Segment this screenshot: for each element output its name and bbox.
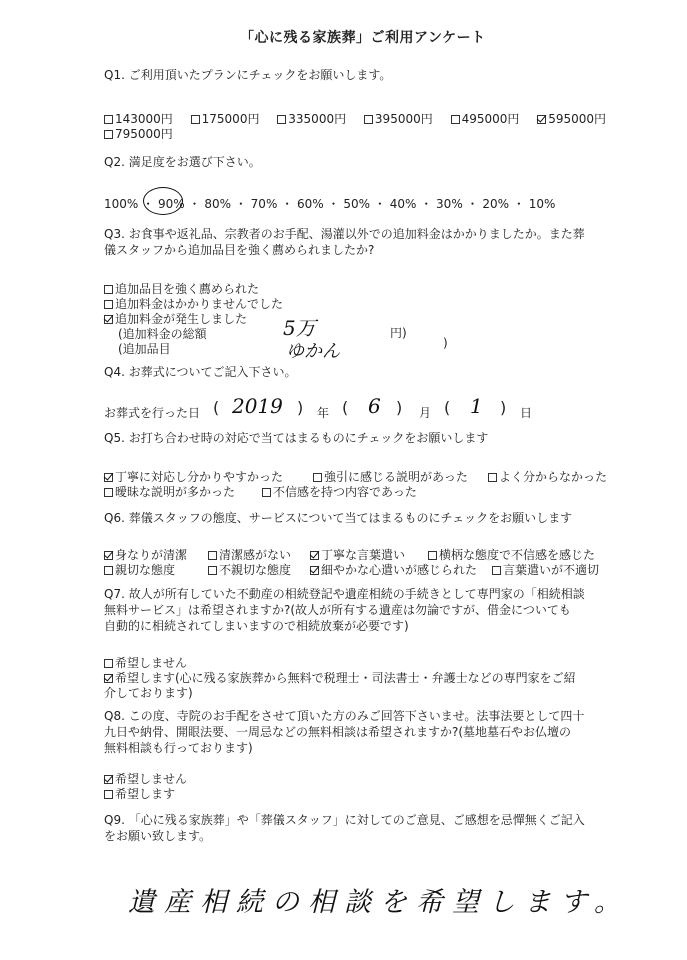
survey-title: 「心に残る家族葬」ご利用アンケート (240, 30, 486, 46)
q5-checkbox-checked[interactable] (104, 473, 113, 482)
q7-option-yes[interactable]: 希望します(心に残る家族葬から無料で税理士・司法書士・弁護士などの専門家をご紹 (104, 669, 576, 686)
q6-checkbox[interactable] (208, 551, 217, 560)
q3-items-value-handwritten[interactable]: ゆかん (286, 341, 340, 362)
q1-option-175000[interactable]: 175000円 (191, 112, 260, 126)
q3-checkbox[interactable] (104, 300, 113, 309)
q8-option-yes[interactable]: 希望します (104, 785, 175, 802)
q6-checkbox[interactable] (104, 566, 113, 575)
q1-checkbox[interactable] (191, 115, 200, 124)
q2-option[interactable]: 50% (343, 197, 371, 211)
q2-option[interactable]: 70% (250, 197, 278, 211)
q2-option[interactable]: 10% (528, 197, 556, 211)
q8-option-no[interactable]: 希望しません (104, 770, 187, 787)
q9-question-line2: をお願い致します。 (104, 829, 212, 843)
q6-option-unkind[interactable]: 不親切な態度 (208, 561, 291, 578)
q1-option-595000[interactable]: 595000円 (537, 112, 606, 126)
q5-checkbox[interactable] (104, 488, 113, 497)
q7-option-no[interactable]: 希望しません (104, 654, 187, 671)
q3-items-close: ) (443, 336, 448, 350)
q8-question-line1: Q8. この度、寺院のお手配をさせて頂いた方のみご回答下さいませ。法事法要として四十 (104, 709, 585, 723)
q3-items-label: (追加品目 (118, 342, 171, 356)
q2-scale: 100% ・ 90% ・ 80% ・ 70% ・ 60% ・ 50% ・ 40% ・ 30% ・ 20% ・ 10% (104, 197, 556, 211)
q3-option-extra-charge[interactable]: 追加料金が発生しました (104, 310, 247, 327)
q4-day-handwritten[interactable]: 1 (470, 394, 483, 418)
q4-day-unit: 日 (520, 406, 533, 420)
q5-option-vague[interactable]: 曖昧な説明が多かった (104, 483, 235, 500)
q5-option-polite[interactable]: 丁寧に対応し分かりやすかった (104, 468, 283, 485)
q2-option[interactable]: 40% (389, 197, 417, 211)
q6-option-polite-words[interactable]: 丁寧な言葉遣い (310, 546, 405, 563)
q8-question-line2: 九日や納骨、開眼法要、一周忌などの無料相談は希望されますか?(墓地墓石やお仏壇の (104, 725, 572, 739)
q6-checkbox-checked[interactable] (310, 566, 319, 575)
q4-paren-open-day: ( (444, 398, 451, 417)
q1-checkbox-checked[interactable] (537, 115, 546, 124)
q2-option[interactable]: 100% (104, 197, 139, 211)
q7-option-yes-cont: 介しております) (104, 686, 193, 700)
q1-option-795000[interactable]: 795000円 (104, 127, 173, 141)
q7-question-line3: 自動的に相続されてしまいますので相続放棄が必要です) (104, 619, 409, 633)
q2-option[interactable]: 60% (297, 197, 324, 211)
q3-checkbox-checked[interactable] (104, 315, 113, 324)
q7-checkbox[interactable] (104, 659, 113, 668)
q2-selection-circle (143, 187, 183, 215)
q7-checkbox-checked[interactable] (104, 674, 113, 683)
q6-checkbox-checked[interactable] (104, 551, 113, 560)
q3-total-value-handwritten[interactable]: 5万 (283, 316, 316, 340)
q2-option[interactable]: 30% (436, 197, 463, 211)
q4-year-handwritten[interactable]: 2019 (232, 394, 283, 418)
q3-option-strongly-recommended[interactable]: 追加品目を強く薦められた (104, 280, 259, 297)
q1-option-495000[interactable]: 495000円 (451, 112, 520, 126)
q1-question: Q1. ご利用頂いたプランにチェックをお願いします。 (104, 68, 392, 82)
q9-question-line1: Q9. 「心に残る家族葬」や「葬儀スタッフ」に対してのご意見、ご感想を忌憚無くご記入 (104, 813, 585, 827)
q2-option-selected[interactable]: 90% (157, 197, 185, 211)
q6-checkbox[interactable] (428, 551, 437, 560)
q6-option-kind[interactable]: 親切な態度 (104, 561, 175, 578)
q8-checkbox-checked[interactable] (104, 775, 113, 784)
q8-question-line3: 無料相談も行っております) (104, 741, 253, 755)
q6-question: Q6. 葬儀スタッフの態度、サービスについて当てはまるものにチェックをお願いします (104, 511, 573, 525)
q2-question: Q2. 満足度をお選び下さい。 (104, 155, 261, 169)
q1-checkbox[interactable] (277, 115, 286, 124)
q4-paren-close-day: ) (500, 398, 507, 417)
q3-total-unit: 円) (390, 326, 407, 340)
q6-checkbox-checked[interactable] (310, 551, 319, 560)
q4-month-unit: 月 (419, 406, 432, 420)
q4-paren-open-month: ( (342, 398, 349, 417)
q6-option-inappropriate-words[interactable]: 言葉遣いが不適切 (492, 561, 599, 578)
q4-date-label: お葬式を行った日 (104, 406, 201, 420)
q5-option-forceful[interactable]: 強引に感じる説明があった (313, 468, 468, 485)
q5-question: Q5. お打ち合わせ時の対応で当てはまるものにチェックをお願いします (104, 431, 489, 445)
q5-option-distrust[interactable]: 不信感を持つ内容であった (262, 483, 417, 500)
q6-option-attentive[interactable]: 細やかな心遣いが感じられた (310, 561, 477, 578)
q1-option-335000[interactable]: 335000円 (277, 112, 346, 126)
q6-option-arrogant[interactable]: 横柄な態度で不信感を感じた (428, 546, 595, 563)
q1-option-143000[interactable]: 143000円 (104, 112, 173, 126)
q1-checkbox[interactable] (451, 115, 460, 124)
q6-checkbox[interactable] (492, 566, 501, 575)
q2-option[interactable]: 20% (482, 197, 510, 211)
q7-question-line2: 無料サービス」は希望されますか?(故人が所有する遺産は勿論ですが、借金についても (104, 603, 571, 617)
q8-checkbox[interactable] (104, 790, 113, 799)
q2-option[interactable]: 80% (204, 197, 231, 211)
q5-checkbox[interactable] (313, 473, 322, 482)
q1-checkbox[interactable] (104, 115, 113, 124)
q4-question: Q4. お葬式についてご記入下さい。 (104, 365, 297, 379)
q9-answer-handwritten[interactable]: 遺産相続の相談を希望します。 (128, 887, 630, 918)
q3-option-no-extra-charge[interactable]: 追加料金はかかりませんでした (104, 295, 283, 312)
q4-paren-close-month: ) (396, 398, 403, 417)
q1-options-row2 (104, 125, 187, 142)
q1-option-395000[interactable]: 395000円 (364, 112, 433, 126)
q5-checkbox[interactable] (262, 488, 271, 497)
q4-paren-close-year: ) (297, 398, 304, 417)
q6-option-clean[interactable]: 身なりが清潔 (104, 546, 187, 563)
q1-checkbox[interactable] (104, 130, 113, 139)
q7-question-line1: Q7. 故人が所有していた不動産の相続登記や遺産相続の手続きとして専門家の「相続相談 (104, 587, 585, 601)
q6-checkbox[interactable] (208, 566, 217, 575)
q4-paren-open-year: ( (213, 398, 220, 417)
q1-checkbox[interactable] (364, 115, 373, 124)
q5-option-unclear[interactable]: よく分からなかった (488, 468, 607, 485)
q3-question-line1: Q3. お食事や返礼品、宗教者のお手配、湯灌以外での追加料金はかかりましたか。また葬 (104, 227, 585, 241)
q4-year-unit: 年 (317, 406, 330, 420)
q3-checkbox[interactable] (104, 285, 113, 294)
q3-question-line2: 儀スタッフから追加品目を強く薦められましたか? (104, 243, 375, 257)
q4-month-handwritten[interactable]: 6 (368, 394, 381, 418)
q6-option-unclean[interactable]: 清潔感がない (208, 546, 291, 563)
q3-total-label: (追加料金の総額 (118, 327, 207, 341)
q5-checkbox[interactable] (488, 473, 497, 482)
